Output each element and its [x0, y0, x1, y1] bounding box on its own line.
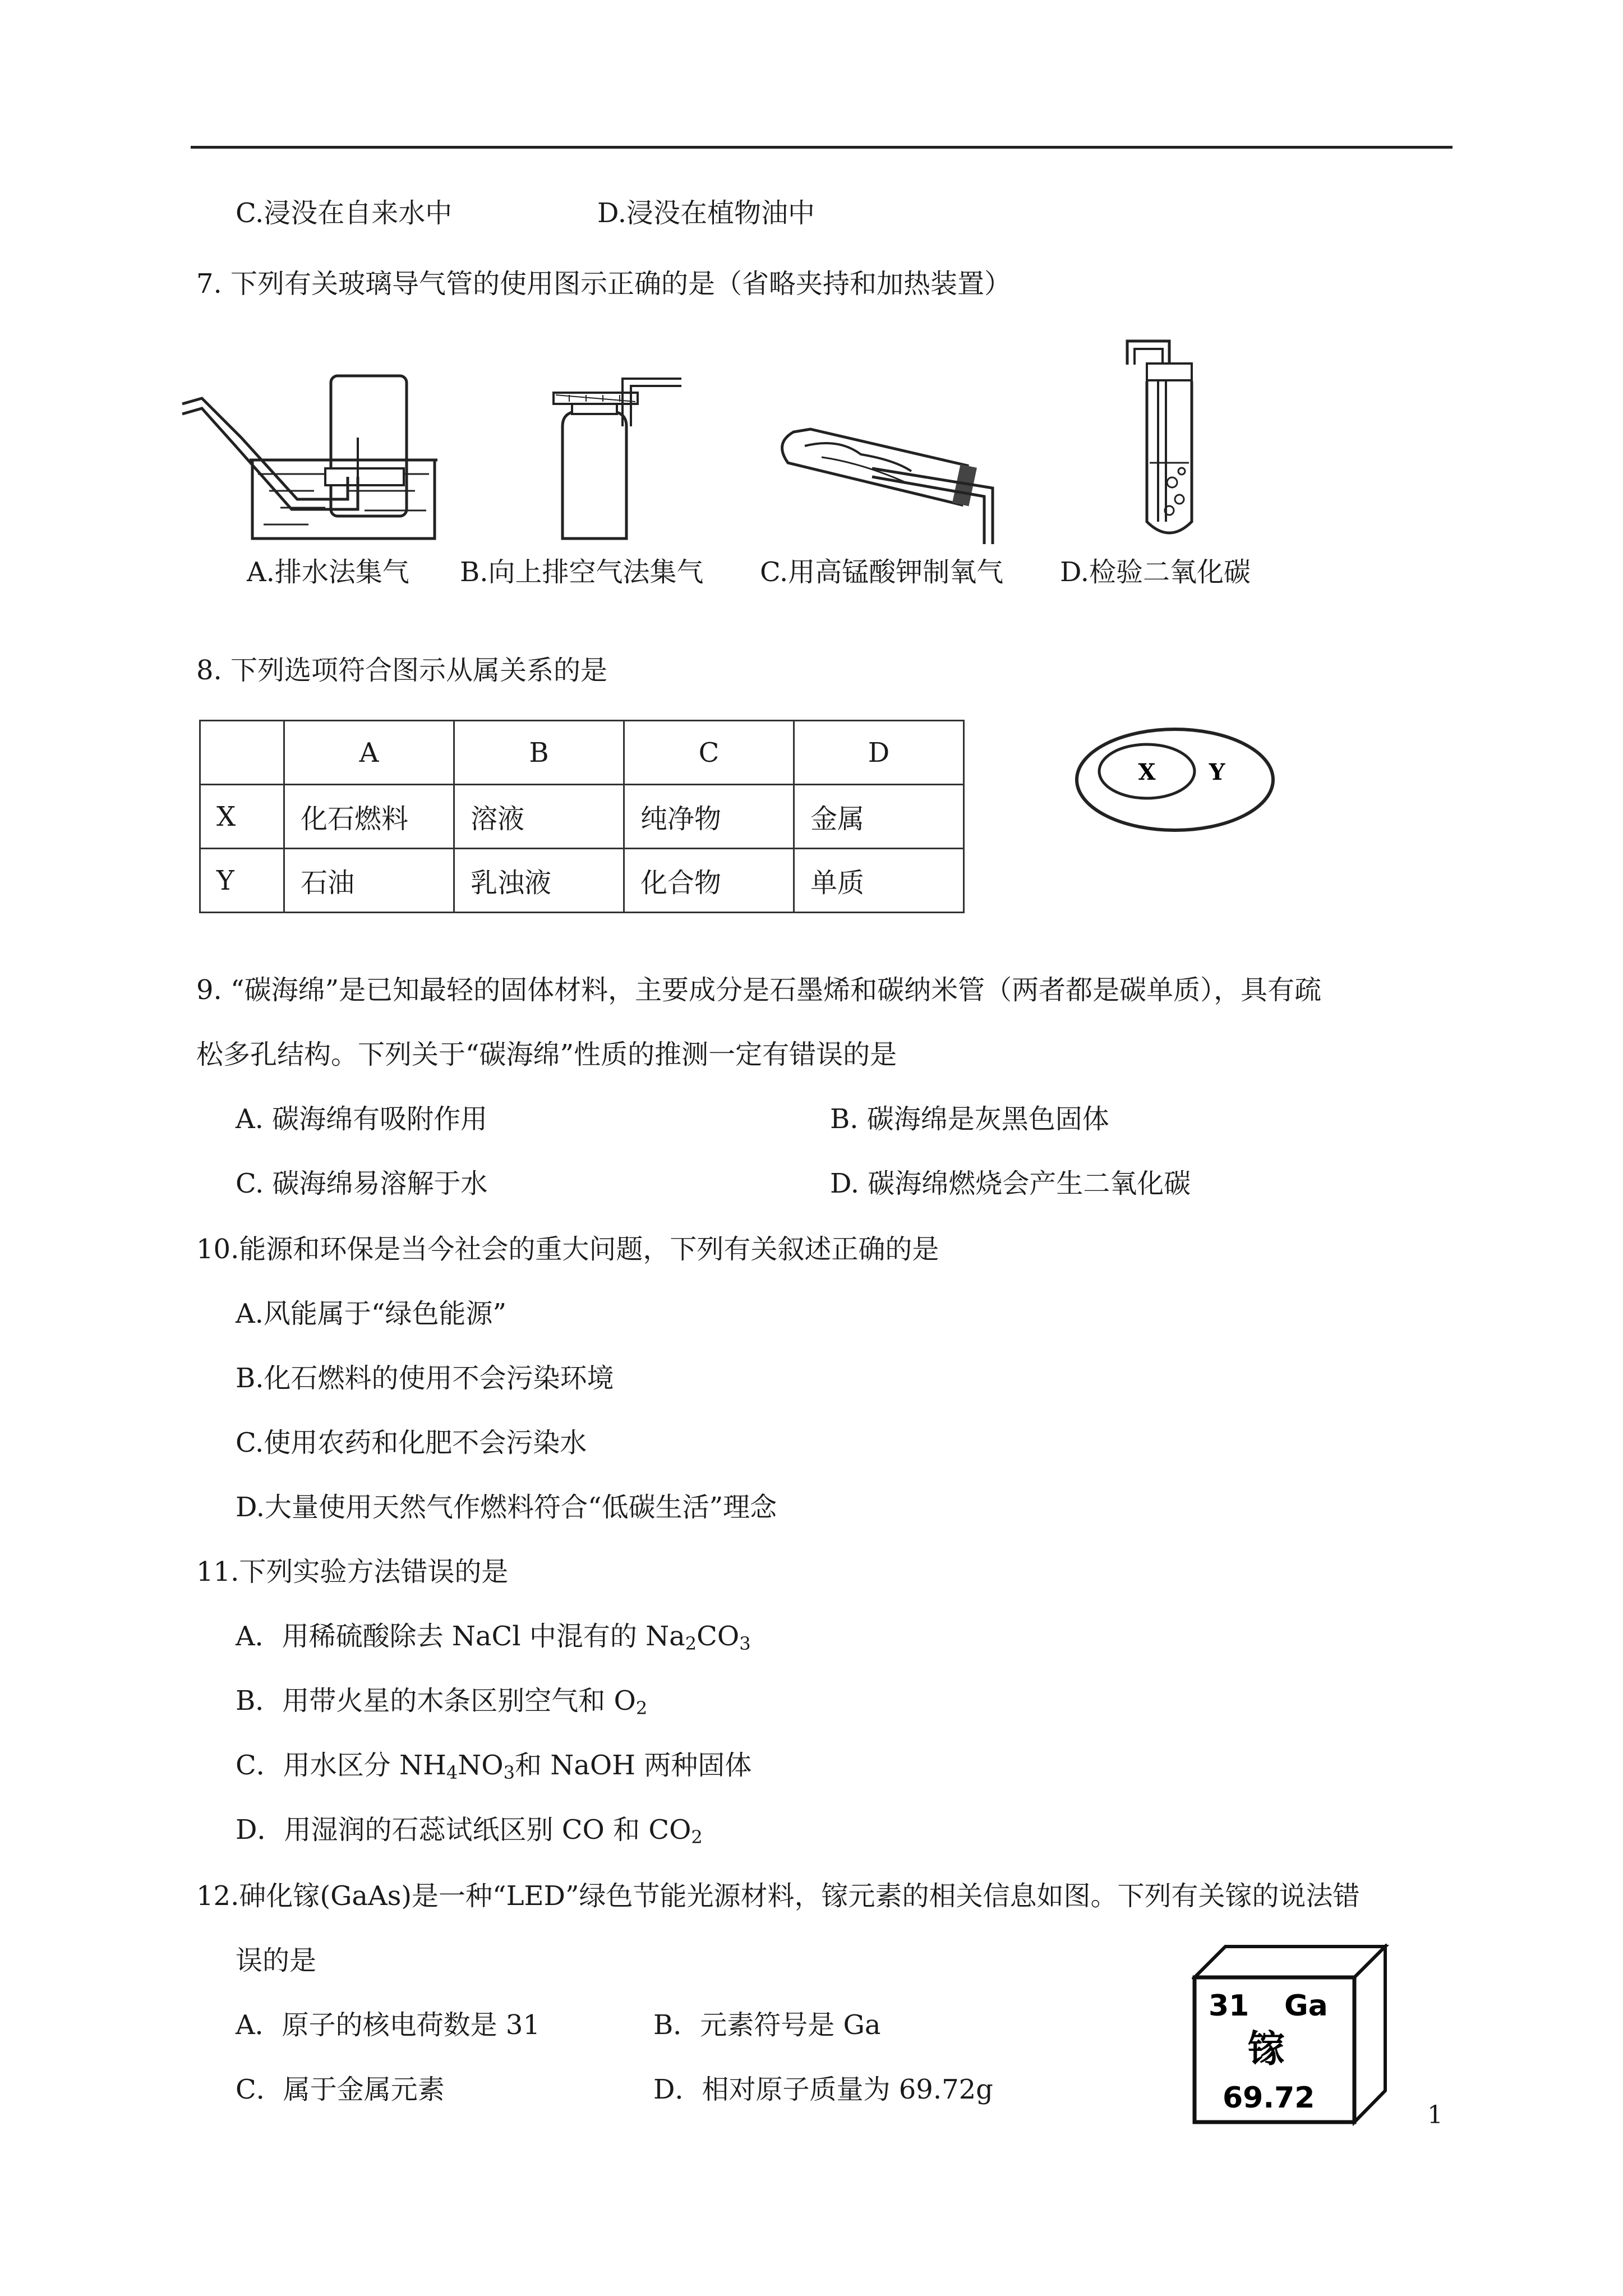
q9-option-d: D. 碳海绵燃烧会产生二氧化碳: [830, 1168, 1191, 1199]
table-cell: [200, 721, 284, 785]
table-cell: B: [454, 721, 624, 785]
q7-caption-b: B.向上排空气法集气: [460, 556, 704, 588]
element-mass: 69.72: [1223, 2081, 1315, 2115]
element-symbol: Ga: [1284, 1989, 1328, 2023]
q6-option-d: D.浸没在植物油中: [597, 197, 815, 229]
gallium-element-cell: [1192, 1944, 1394, 2129]
element-number: 31: [1209, 1989, 1249, 2023]
table-cell: A: [284, 721, 454, 785]
q8-table: [199, 720, 965, 913]
table-cell: Y: [200, 849, 284, 913]
table-cell: 化石燃料: [284, 785, 454, 849]
q7-stem: 7. 下列有关玻璃导气管的使用图示正确的是（省略夹持和加热装置）: [196, 268, 1012, 300]
q10-option-a: A.风能属于“绿色能源”: [236, 1298, 507, 1329]
q11-option-d: D．用湿润的石蕊试纸区别 CO 和 $CO_2$: [236, 1814, 703, 1848]
table-cell: 金属: [794, 785, 964, 849]
venn-label-y: Y: [1209, 759, 1225, 785]
q6-option-c: C.浸没在自来水中: [236, 197, 453, 229]
q12-stem-line2: 误的是: [236, 1945, 317, 1976]
q10-option-d: D.大量使用天然气作燃料符合“低碳生活”理念: [236, 1492, 777, 1523]
q9-option-a: A. 碳海绵有吸附作用: [236, 1103, 488, 1135]
venn-label-x: X: [1138, 759, 1156, 785]
q8-venn-diagram: [1071, 724, 1279, 836]
q7-caption-a: A.排水法集气: [247, 556, 409, 588]
q11-option-b: B．用带火星的木条区别空气和 $O_2$: [236, 1685, 648, 1719]
q12-stem-line1: 12.砷化镓(GaAs)是一种“LED”绿色节能光源材料，镓元素的相关信息如图。下列有关镓的说法错: [196, 1880, 1360, 1912]
table-cell: 化合物: [624, 849, 794, 913]
q9-option-b: B. 碳海绵是灰黑色固体: [830, 1103, 1109, 1135]
table-cell: C: [624, 721, 794, 785]
q12-option-a: A．原子的核电荷数是 31: [236, 2009, 541, 2041]
table-cell: 乳浊液: [454, 849, 624, 913]
q11-option-a: A．用稀硫酸除去 NaCl 中混有的 $Na_2CO_3$: [236, 1621, 751, 1654]
q7-caption-c: C.用高锰酸钾制氧气: [760, 556, 1004, 588]
header-rule: [191, 146, 1453, 149]
element-name: 镓: [1248, 2027, 1285, 2070]
q10-option-c: C.使用农药和化肥不会污染水: [236, 1427, 587, 1458]
table-cell: X: [200, 785, 284, 849]
q10-stem: 10.能源和环保是当今社会的重大问题，下列有关叙述正确的是: [196, 1234, 939, 1265]
q7-figure-c: [771, 404, 1018, 550]
q7-figure-a: [179, 370, 437, 561]
page-number: 1: [1427, 2101, 1443, 2129]
table-cell: 溶液: [454, 785, 624, 849]
q8-stem: 8. 下列选项符合图示从属关系的是: [196, 655, 608, 686]
q12-option-d: D．相对原子质量为 69.72g: [653, 2074, 993, 2105]
q9-stem-line2: 松多孔结构。下列关于“碳海绵”性质的推测一定有错误的是: [196, 1039, 897, 1070]
table-cell: 纯净物: [624, 785, 794, 849]
q9-option-c: C. 碳海绵易溶解于水: [236, 1168, 488, 1199]
q11-option-c: C．用水区分 $NH_4NO_3$和 NaOH 两种固体: [236, 1750, 752, 1783]
table-cell: 石油: [284, 849, 454, 913]
q7-figure-d: [1108, 337, 1220, 544]
table-row: [200, 785, 964, 849]
table-cell: 单质: [794, 849, 964, 913]
q9-stem-line1: 9. “碳海绵”是已知最轻的固体材料，主要成分是石墨烯和碳纳米管（两者都是碳单质），具有疏: [196, 974, 1322, 1006]
q10-option-b: B.化石燃料的使用不会污染环境: [236, 1363, 614, 1394]
q7-caption-d: D.检验二氧化碳: [1060, 556, 1251, 588]
table-row: [200, 721, 964, 785]
q12-option-b: B．元素符号是 Ga: [653, 2009, 881, 2041]
q11-stem: 11.下列实验方法错误的是: [196, 1556, 509, 1588]
table-row: [200, 849, 964, 913]
q12-option-c: C．属于金属元素: [236, 2074, 445, 2105]
q7-figure-b: [547, 370, 693, 550]
table-cell: D: [794, 721, 964, 785]
